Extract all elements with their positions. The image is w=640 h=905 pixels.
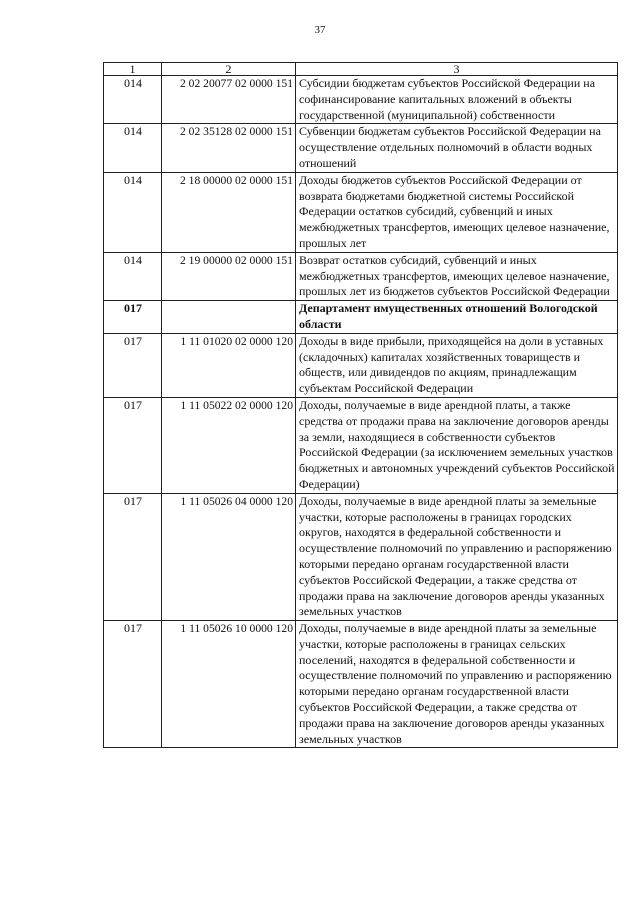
admin-code-cell: 014 xyxy=(104,124,162,172)
admin-code-cell: 017 xyxy=(104,333,162,397)
description-cell: Субвенции бюджетам субъектов Российской Федерации на осуществление отдельных полномочий в области водных отношений xyxy=(296,124,618,172)
description-cell: Департамент имущественных отношений Вологодской области xyxy=(296,301,618,334)
description-cell: Доходы, получаемые в виде арендной платы за земельные участки, которые расположены в границах городских округов, находятся в федеральной собственности и осуществление полномочий по управлению и распоряжению которыми передано органам государственной власти субъектов Российской Федерации, а также средства от продажи права на заключение договоров аренды указанных земельных участков xyxy=(296,493,618,620)
table-header-row xyxy=(104,63,618,76)
revenue-codes-table xyxy=(103,62,618,748)
budget-code-cell: 1 11 05022 02 0000 120 xyxy=(162,397,296,493)
budget-code-cell xyxy=(162,301,296,334)
budget-code-cell: 2 02 35128 02 0000 151 xyxy=(162,124,296,172)
column-header-3: 3 xyxy=(296,63,618,76)
column-header-2: 2 xyxy=(162,63,296,76)
description-cell: Доходы, получаемые в виде арендной платы, а также средства от продажи права на заключение договоров аренды за земли, находящиеся в собственности субъектов Российской Федерации (за исключением земельных участков бюджетных и автономных учреждений субъектов Российской Федерации) xyxy=(296,397,618,493)
admin-code-cell: 014 xyxy=(104,252,162,300)
table-row xyxy=(104,301,618,334)
description-cell: Возврат остатков субсидий, субвенций и иных межбюджетных трансфертов, имеющих целевое назначение, прошлых лет из бюджетов субъектов Российской Федерации xyxy=(296,252,618,300)
table-row xyxy=(104,397,618,493)
table-row xyxy=(104,124,618,172)
description-cell: Доходы, получаемые в виде арендной платы за земельные участки, которые расположены в границах сельских поселений, находятся в федеральной собственности и осуществление полномочий по управлению и распоряжению которыми передано органам государственной власти субъектов Российской Федерации, а также средства от продажи права на заключение договоров аренды указанных земельных участков xyxy=(296,621,618,748)
table-row xyxy=(104,172,618,252)
page-number: 37 xyxy=(314,24,326,36)
description-cell: Доходы в виде прибыли, приходящейся на доли в уставных (складочных) капиталах хозяйственных товариществ и обществ, или дивидендов по акциям, принадлежащим субъектам Российской Федерации xyxy=(296,333,618,397)
admin-code-cell: 017 xyxy=(104,301,162,334)
description-cell: Субсидии бюджетам субъектов Российской Федерации на софинансирование капитальных вложений в объекты государственной (муниципальной) собственности xyxy=(296,76,618,124)
budget-code-cell: 1 11 05026 10 0000 120 xyxy=(162,621,296,748)
table-row xyxy=(104,493,618,620)
table-row xyxy=(104,76,618,124)
budget-code-cell: 1 11 01020 02 0000 120 xyxy=(162,333,296,397)
admin-code-cell: 017 xyxy=(104,397,162,493)
budget-code-cell: 1 11 05026 04 0000 120 xyxy=(162,493,296,620)
table-row xyxy=(104,333,618,397)
admin-code-cell: 017 xyxy=(104,621,162,748)
admin-code-cell: 014 xyxy=(104,172,162,252)
budget-code-cell: 2 02 20077 02 0000 151 xyxy=(162,76,296,124)
column-header-1: 1 xyxy=(104,63,162,76)
admin-code-cell: 014 xyxy=(104,76,162,124)
budget-code-cell: 2 19 00000 02 0000 151 xyxy=(162,252,296,300)
table-row xyxy=(104,252,618,300)
admin-code-cell: 017 xyxy=(104,493,162,620)
table-row xyxy=(104,621,618,748)
budget-code-cell: 2 18 00000 02 0000 151 xyxy=(162,172,296,252)
description-cell: Доходы бюджетов субъектов Российской Федерации от возврата бюджетами бюджетной системы Российской Федерации остатков субсидий, субвенций и иных межбюджетных трансфертов, имеющих целевое назначение, прошлых лет xyxy=(296,172,618,252)
